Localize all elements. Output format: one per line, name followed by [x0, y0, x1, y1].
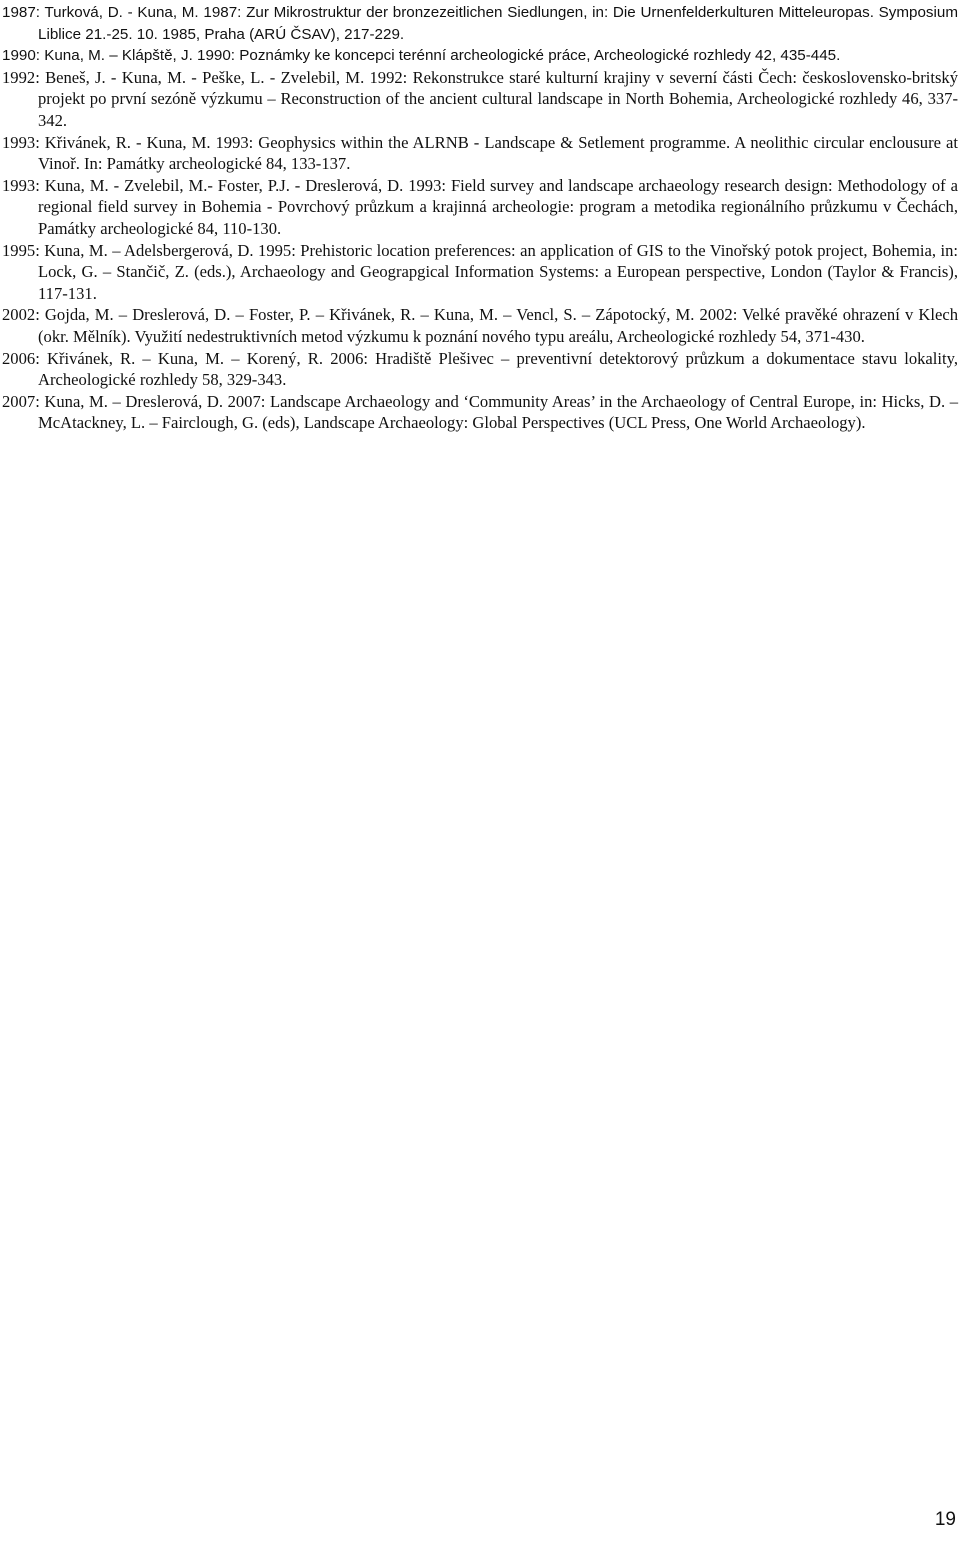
reference-1993-krivanek-kuna: 1993: Křivánek, R. - Kuna, M. 1993: Geophysics within the ALRNB - Landscape & Setlement programme. A neolithic circular enclousure at Vinoř. In: Památky archeologické 84, 133-137. — [2, 132, 958, 174]
reference-2002-gojda-et-al: 2002: Gojda, M. – Dreslerová, D. – Foster, P. – Křivánek, R. – Kuna, M. – Vencl, S. – Zápotocký, M. 2002: Velké pravěké ohrazení v Klech (okr. Mělník). Využití nedestruktivních metod výzkumu k poznání nového typu areálu, Archeologické rozhledy 54, 371-430. — [2, 305, 958, 346]
reference-1992-benes-kuna-peske-zvelebil: 1992: Beneš, J. - Kuna, M. - Peške, L. - Zvelebil, M. 1992: Rekonstrukce staré kulturní krajiny v severní části Čech: československo-britský projekt po první sezóně výzkumu – Reconstruction of the ancient cultural landscape in North Bohemia, Archeologické rozhledy 46, 337-342. — [2, 67, 958, 130]
page-number: 19 — [934, 1509, 956, 1530]
reference-2007-kuna-dreslerova: 2007: Kuna, M. – Dreslerová, D. 2007: Landscape Archaeology and ‘Community Areas’ in the Archaeology of Central Europe, in: Hicks, D. – McAtackney, L. – Fairclough, G. (eds), Landscape Archaeology: Global Perspectives (UCL Press, One World Archaeology). — [2, 391, 958, 433]
reference-1990-kuna-klapste: 1990: Kuna, M. – Klápště, J. 1990: Poznámky ke koncepci terénní archeologické práce, Archeologické rozhledy 42, 435-445. — [2, 47, 841, 65]
reference-1995-kuna-adelsbergerova: 1995: Kuna, M. – Adelsbergerová, D. 1995: Prehistoric location preferences: an application of GIS to the Vinořský potok project, Bohemia, in: Lock, G. – Stančič, Z. (eds.), Archaeology and Geograpgical Information Systems: a European perspective, London (Taylor & Francis), 117-131. — [2, 240, 958, 303]
reference-1987-turkova-kuna: 1987: Turková, D. - Kuna, M. 1987: Zur Mikrostruktur der bronzezeitlichen Siedlungen, in: Die Urnenfelderkulturen Mitteleuropas. Symposium Liblice 21.-25. 10. 1985, Praha (ARÚ ČSAV), 217-229. — [2, 4, 958, 43]
reference-2006-krivanek-kuna-koreny: 2006: Křivánek, R. – Kuna, M. – Korený, R. 2006: Hradiště Plešivec – preventivní detektorový průzkum a dokumentace stavu lokality, Archeologické rozhledy 58, 329-343. — [2, 348, 958, 390]
reference-1993-kuna-zvelebil-foster-dreslerova: 1993: Kuna, M. - Zvelebil, M.- Foster, P.J. - Dreslerová, D. 1993: Field survey and landscape archaeology research design: Methodology of a regional field survey in Bohemia - Povrchový průzkum a krajinná archeologie: program a metodika regionálního průzkumu v Čechách, Památky archeologické 84, 110-130. — [2, 175, 958, 238]
bibliography-list — [2, 2, 958, 434]
